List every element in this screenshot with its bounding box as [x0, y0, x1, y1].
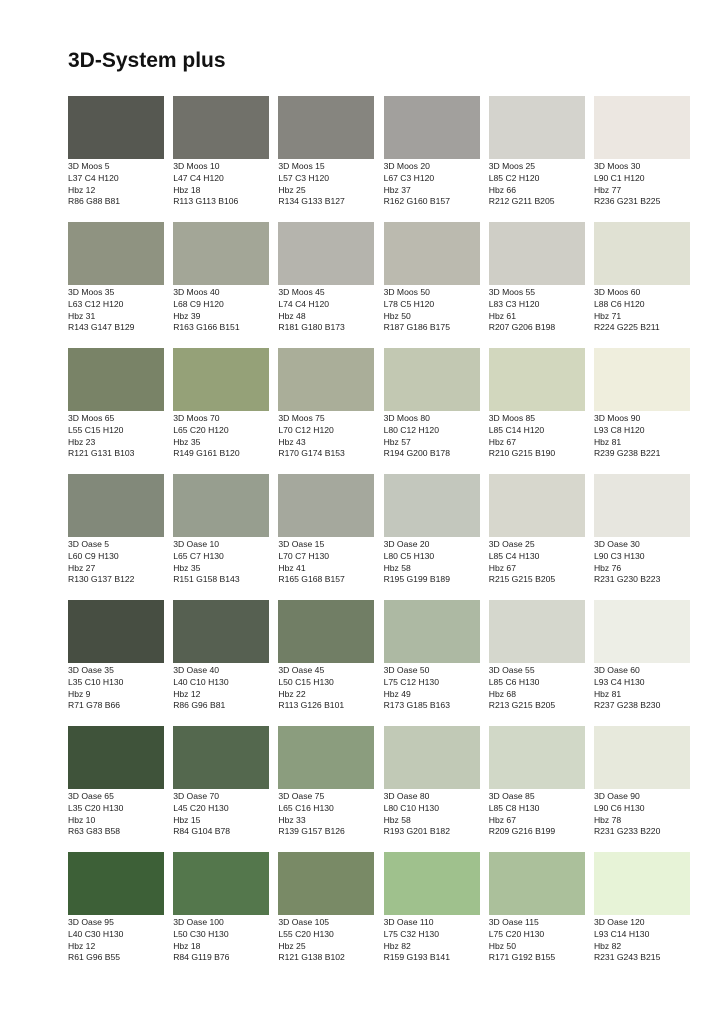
color-hbz: Hbz 76 — [593, 562, 622, 573]
color-name: 3D Oase 5 — [68, 539, 110, 549]
color-lch: L80 C12 H120 — [383, 424, 439, 435]
color-hbz: Hbz 37 — [383, 184, 411, 195]
color-name: 3D Moos 25 — [488, 161, 536, 171]
color-rgb: R194 G200 B178 — [383, 448, 450, 459]
color-rgb: R163 G166 B151 — [173, 322, 240, 333]
color-info — [384, 539, 480, 586]
color-hbz: Hbz 25 — [278, 184, 306, 195]
color-hbz: Hbz 81 — [593, 688, 622, 699]
color-rgb: R86 G88 B81 — [68, 196, 121, 207]
color-info — [68, 161, 164, 208]
color-name: 3D Moos 55 — [488, 287, 536, 297]
color-hbz: Hbz 77 — [593, 184, 622, 195]
color-card — [489, 852, 585, 978]
color-hbz: Hbz 43 — [278, 436, 306, 447]
color-card — [489, 222, 585, 348]
color-rgb: R236 G231 B225 — [593, 196, 661, 207]
color-hbz: Hbz 41 — [278, 562, 306, 573]
color-info — [489, 413, 585, 460]
color-swatch — [384, 600, 480, 663]
color-lch: L90 C3 H130 — [593, 550, 645, 561]
color-lch: L85 C4 H130 — [488, 550, 540, 561]
color-name: 3D Moos 35 — [68, 287, 115, 297]
color-card — [594, 474, 690, 600]
color-rgb: R173 G185 B163 — [383, 700, 450, 711]
color-rgb: R159 G193 B141 — [383, 952, 450, 963]
color-swatch — [489, 726, 585, 789]
color-name: 3D Moos 30 — [593, 161, 641, 171]
color-hbz: Hbz 67 — [488, 436, 516, 447]
color-info — [594, 287, 690, 334]
color-rgb: R149 G161 B120 — [173, 448, 240, 459]
color-card — [278, 852, 374, 978]
color-name: 3D Oase 50 — [383, 665, 430, 675]
color-hbz: Hbz 27 — [68, 562, 96, 573]
color-name: 3D Oase 65 — [68, 791, 114, 801]
color-card — [384, 600, 480, 726]
color-lch: L93 C4 H130 — [593, 676, 645, 687]
color-lch: L90 C1 H120 — [593, 172, 645, 183]
color-info — [68, 539, 164, 586]
color-swatch — [384, 852, 480, 915]
color-lch: L85 C8 H130 — [488, 802, 540, 813]
color-info — [489, 665, 585, 712]
color-hbz: Hbz 18 — [173, 184, 201, 195]
color-lch: L67 C3 H120 — [383, 172, 435, 183]
color-lch: L75 C12 H130 — [383, 676, 439, 687]
color-swatch — [278, 474, 374, 537]
color-info — [594, 161, 690, 208]
color-lch: L70 C7 H130 — [278, 550, 330, 561]
color-hbz: Hbz 57 — [383, 436, 411, 447]
color-swatch — [594, 600, 690, 663]
color-card — [278, 726, 374, 852]
color-card — [384, 474, 480, 600]
color-rgb: R193 G201 B182 — [383, 826, 450, 837]
color-rgb: R151 G158 B143 — [173, 574, 240, 585]
color-swatch — [68, 852, 164, 915]
color-rgb: R171 G192 B155 — [488, 952, 556, 963]
color-swatch — [384, 474, 480, 537]
color-card — [384, 726, 480, 852]
color-lch: L80 C10 H130 — [383, 802, 439, 813]
color-rgb: R84 G119 B76 — [173, 952, 230, 963]
color-swatch — [68, 348, 164, 411]
color-rgb: R239 G238 B221 — [593, 448, 661, 459]
color-name: 3D Oase 55 — [488, 665, 535, 675]
color-hbz: Hbz 31 — [68, 310, 96, 321]
color-card — [594, 96, 690, 222]
color-name: 3D Oase 60 — [593, 665, 640, 675]
color-swatch — [173, 474, 269, 537]
color-hbz: Hbz 15 — [173, 814, 201, 825]
color-lch: L35 C20 H130 — [68, 802, 124, 813]
color-rgb: R143 G147 B129 — [68, 322, 135, 333]
color-rgb: R113 G126 B101 — [278, 700, 345, 711]
color-card — [173, 348, 269, 474]
color-card — [278, 96, 374, 222]
color-hbz: Hbz 35 — [173, 436, 201, 447]
color-hbz: Hbz 18 — [173, 940, 201, 951]
color-card — [384, 348, 480, 474]
color-hbz: Hbz 71 — [593, 310, 622, 321]
color-card — [68, 726, 164, 852]
color-lch: L88 C6 H120 — [593, 298, 645, 309]
color-swatch — [594, 852, 690, 915]
color-info — [173, 791, 269, 838]
color-swatch — [594, 726, 690, 789]
color-swatch — [384, 96, 480, 159]
color-hbz: Hbz 78 — [593, 814, 622, 825]
color-name: 3D Oase 40 — [173, 665, 220, 675]
color-lch: L83 C3 H120 — [488, 298, 540, 309]
page-title: 3D-System plus — [68, 49, 226, 72]
color-card — [278, 474, 374, 600]
color-lch: L37 C4 H120 — [68, 172, 119, 183]
color-info — [278, 287, 374, 334]
color-info — [278, 539, 374, 586]
color-swatch — [278, 600, 374, 663]
color-rgb: R195 G199 B189 — [383, 574, 450, 585]
color-name: 3D Moos 45 — [278, 287, 325, 297]
color-rgb: R61 G96 B55 — [68, 952, 121, 963]
color-name: 3D Oase 10 — [173, 539, 220, 549]
swatch-grid — [68, 96, 690, 978]
color-info — [173, 413, 269, 460]
color-hbz: Hbz 9 — [68, 688, 91, 699]
color-card — [489, 726, 585, 852]
color-swatch — [173, 600, 269, 663]
color-hbz: Hbz 58 — [383, 814, 411, 825]
color-info — [173, 917, 269, 964]
color-hbz: Hbz 10 — [68, 814, 96, 825]
color-card — [173, 600, 269, 726]
color-hbz: Hbz 35 — [173, 562, 201, 573]
color-name: 3D Oase 45 — [278, 665, 325, 675]
color-name: 3D Moos 50 — [383, 287, 430, 297]
color-name: 3D Moos 10 — [173, 161, 220, 171]
color-rgb: R121 G138 B102 — [278, 952, 345, 963]
color-lch: L40 C10 H130 — [173, 676, 229, 687]
color-name: 3D Oase 100 — [173, 917, 224, 927]
color-swatch — [278, 852, 374, 915]
color-lch: L68 C9 H120 — [173, 298, 224, 309]
color-info — [594, 917, 690, 964]
color-lch: L93 C14 H130 — [593, 928, 650, 939]
color-hbz: Hbz 12 — [68, 940, 96, 951]
color-info — [173, 665, 269, 712]
color-lch: L75 C32 H130 — [383, 928, 439, 939]
color-name: 3D Moos 90 — [593, 413, 641, 423]
color-swatch — [594, 222, 690, 285]
color-card — [594, 852, 690, 978]
color-card — [173, 852, 269, 978]
color-info — [594, 665, 690, 712]
color-lch: L85 C2 H120 — [488, 172, 540, 183]
color-swatch — [278, 222, 374, 285]
color-swatch — [489, 222, 585, 285]
color-swatch — [278, 348, 374, 411]
color-swatch — [384, 726, 480, 789]
color-swatch — [594, 474, 690, 537]
color-info — [278, 791, 374, 838]
color-name: 3D Moos 75 — [278, 413, 325, 423]
color-rgb: R212 G211 B205 — [488, 196, 555, 207]
color-rgb: R63 G83 B58 — [68, 826, 121, 837]
color-card — [68, 600, 164, 726]
color-lch: L35 C10 H130 — [68, 676, 124, 687]
color-name: 3D Oase 70 — [173, 791, 220, 801]
color-rgb: R213 G215 B205 — [488, 700, 556, 711]
color-swatch — [68, 600, 164, 663]
color-card — [68, 96, 164, 222]
color-card — [68, 222, 164, 348]
color-rgb: R187 G186 B175 — [383, 322, 450, 333]
color-name: 3D Oase 90 — [593, 791, 640, 801]
color-info — [173, 287, 269, 334]
color-card — [594, 222, 690, 348]
color-lch: L55 C15 H120 — [68, 424, 124, 435]
color-info — [278, 161, 374, 208]
color-lch: L93 C8 H120 — [593, 424, 645, 435]
color-name: 3D Moos 20 — [383, 161, 430, 171]
color-card — [68, 852, 164, 978]
color-hbz: Hbz 82 — [593, 940, 622, 951]
color-lch: L45 C20 H130 — [173, 802, 229, 813]
color-hbz: Hbz 25 — [278, 940, 306, 951]
color-rgb: R237 G238 B230 — [593, 700, 661, 711]
color-hbz: Hbz 82 — [383, 940, 411, 951]
color-hbz: Hbz 67 — [488, 562, 516, 573]
color-hbz: Hbz 48 — [278, 310, 306, 321]
color-card — [594, 726, 690, 852]
color-name: 3D Moos 85 — [488, 413, 536, 423]
color-hbz: Hbz 12 — [68, 184, 96, 195]
color-swatch — [278, 96, 374, 159]
color-swatch — [384, 222, 480, 285]
color-name: 3D Oase 115 — [488, 917, 539, 927]
color-card — [173, 96, 269, 222]
color-info — [489, 917, 585, 964]
color-card — [278, 600, 374, 726]
color-lch: L55 C20 H130 — [278, 928, 334, 939]
color-swatch — [173, 726, 269, 789]
color-rgb: R139 G157 B126 — [278, 826, 345, 837]
color-info — [384, 287, 480, 334]
color-info — [173, 539, 269, 586]
color-swatch — [489, 600, 585, 663]
color-lch: L90 C6 H130 — [593, 802, 645, 813]
color-name: 3D Oase 20 — [383, 539, 430, 549]
color-card — [594, 348, 690, 474]
color-swatch — [489, 96, 585, 159]
color-swatch — [594, 348, 690, 411]
color-card — [278, 222, 374, 348]
color-hbz: Hbz 58 — [383, 562, 411, 573]
color-card — [384, 96, 480, 222]
color-info — [489, 161, 585, 208]
color-name: 3D Oase 95 — [68, 917, 114, 927]
color-info — [173, 161, 269, 208]
color-rgb: R209 G216 B199 — [488, 826, 556, 837]
color-lch: L74 C4 H120 — [278, 298, 330, 309]
color-name: 3D Oase 105 — [278, 917, 330, 927]
color-info — [594, 413, 690, 460]
color-rgb: R86 G96 B81 — [173, 700, 226, 711]
color-rgb: R181 G180 B173 — [278, 322, 345, 333]
color-info — [594, 791, 690, 838]
color-hbz: Hbz 12 — [173, 688, 201, 699]
color-swatch — [68, 726, 164, 789]
color-hbz: Hbz 66 — [488, 184, 516, 195]
color-name: 3D Oase 120 — [593, 917, 645, 927]
color-card — [489, 348, 585, 474]
color-lch: L75 C20 H130 — [488, 928, 545, 939]
color-hbz: Hbz 23 — [68, 436, 96, 447]
color-swatch — [173, 222, 269, 285]
color-info — [384, 791, 480, 838]
color-rgb: R224 G225 B211 — [593, 322, 660, 333]
color-rgb: R71 G78 B66 — [68, 700, 121, 711]
color-name: 3D Moos 80 — [383, 413, 430, 423]
color-card — [278, 348, 374, 474]
color-card — [173, 222, 269, 348]
color-hbz: Hbz 39 — [173, 310, 201, 321]
color-info — [68, 287, 164, 334]
color-lch: L85 C14 H120 — [488, 424, 545, 435]
color-swatch — [278, 726, 374, 789]
color-name: 3D Oase 80 — [383, 791, 430, 801]
color-rgb: R210 G215 B190 — [488, 448, 556, 459]
color-lch: L65 C20 H120 — [173, 424, 229, 435]
color-rgb: R130 G137 B122 — [68, 574, 135, 585]
color-info — [68, 665, 164, 712]
color-rgb: R231 G243 B215 — [593, 952, 661, 963]
color-info — [384, 413, 480, 460]
color-name: 3D Oase 30 — [593, 539, 640, 549]
color-lch: L65 C16 H130 — [278, 802, 334, 813]
color-hbz: Hbz 22 — [278, 688, 306, 699]
color-name: 3D Moos 40 — [173, 287, 220, 297]
color-rgb: R231 G230 B223 — [593, 574, 661, 585]
color-rgb: R113 G113 B106 — [173, 196, 239, 207]
color-card — [68, 348, 164, 474]
color-name: 3D Moos 70 — [173, 413, 220, 423]
color-lch: L63 C12 H120 — [68, 298, 124, 309]
color-hbz: Hbz 81 — [593, 436, 622, 447]
color-name: 3D Moos 5 — [68, 161, 110, 171]
color-card — [489, 96, 585, 222]
color-rgb: R134 G133 B127 — [278, 196, 345, 207]
color-swatch — [173, 348, 269, 411]
color-lch: L40 C30 H130 — [68, 928, 124, 939]
color-info — [68, 917, 164, 964]
color-card — [489, 600, 585, 726]
color-rgb: R84 G104 B78 — [173, 826, 231, 837]
color-hbz: Hbz 67 — [488, 814, 516, 825]
color-lch: L50 C30 H130 — [173, 928, 229, 939]
color-lch: L47 C4 H120 — [173, 172, 224, 183]
color-info — [278, 917, 374, 964]
color-swatch — [489, 852, 585, 915]
color-swatch — [68, 96, 164, 159]
color-swatch — [173, 96, 269, 159]
color-info — [489, 287, 585, 334]
color-info — [278, 665, 374, 712]
color-name: 3D Moos 65 — [68, 413, 115, 423]
color-swatch — [489, 348, 585, 411]
color-hbz: Hbz 33 — [278, 814, 306, 825]
color-lch: L70 C12 H120 — [278, 424, 334, 435]
color-rgb: R162 G160 B157 — [383, 196, 450, 207]
color-info — [489, 791, 585, 838]
color-lch: L60 C9 H130 — [68, 550, 119, 561]
color-name: 3D Moos 15 — [278, 161, 325, 171]
color-card — [173, 474, 269, 600]
color-hbz: Hbz 68 — [488, 688, 516, 699]
color-name: 3D Oase 15 — [278, 539, 325, 549]
color-card — [173, 726, 269, 852]
color-lch: L57 C3 H120 — [278, 172, 330, 183]
color-name: 3D Oase 110 — [383, 917, 434, 927]
color-rgb: R231 G233 B220 — [593, 826, 661, 837]
color-name: 3D Oase 35 — [68, 665, 114, 675]
color-swatch — [489, 474, 585, 537]
color-card — [68, 474, 164, 600]
color-name: 3D Oase 75 — [278, 791, 325, 801]
color-card — [384, 852, 480, 978]
color-info — [384, 665, 480, 712]
color-lch: L80 C5 H130 — [383, 550, 435, 561]
color-lch: L85 C6 H130 — [488, 676, 540, 687]
color-card — [489, 474, 585, 600]
color-name: 3D Oase 25 — [488, 539, 535, 549]
color-info — [594, 539, 690, 586]
color-rgb: R207 G206 B198 — [488, 322, 556, 333]
color-info — [68, 791, 164, 838]
color-info — [68, 413, 164, 460]
color-rgb: R121 G131 B103 — [68, 448, 135, 459]
color-hbz: Hbz 50 — [488, 940, 516, 951]
color-swatch — [384, 348, 480, 411]
color-swatch — [173, 852, 269, 915]
color-swatch — [68, 474, 164, 537]
color-hbz: Hbz 61 — [488, 310, 516, 321]
color-lch: L50 C15 H130 — [278, 676, 334, 687]
color-swatch — [68, 222, 164, 285]
color-swatch — [594, 96, 690, 159]
color-name: 3D Oase 85 — [488, 791, 535, 801]
color-info — [489, 539, 585, 586]
color-card — [384, 222, 480, 348]
color-info — [278, 413, 374, 460]
color-name: 3D Moos 60 — [593, 287, 641, 297]
color-hbz: Hbz 49 — [383, 688, 411, 699]
color-info — [384, 917, 480, 964]
color-rgb: R170 G174 B153 — [278, 448, 345, 459]
color-lch: L65 C7 H130 — [173, 550, 224, 561]
color-lch: L78 C5 H120 — [383, 298, 435, 309]
color-info — [384, 161, 480, 208]
color-hbz: Hbz 50 — [383, 310, 411, 321]
color-rgb: R165 G168 B157 — [278, 574, 345, 585]
color-card — [594, 600, 690, 726]
color-rgb: R215 G215 B205 — [488, 574, 556, 585]
